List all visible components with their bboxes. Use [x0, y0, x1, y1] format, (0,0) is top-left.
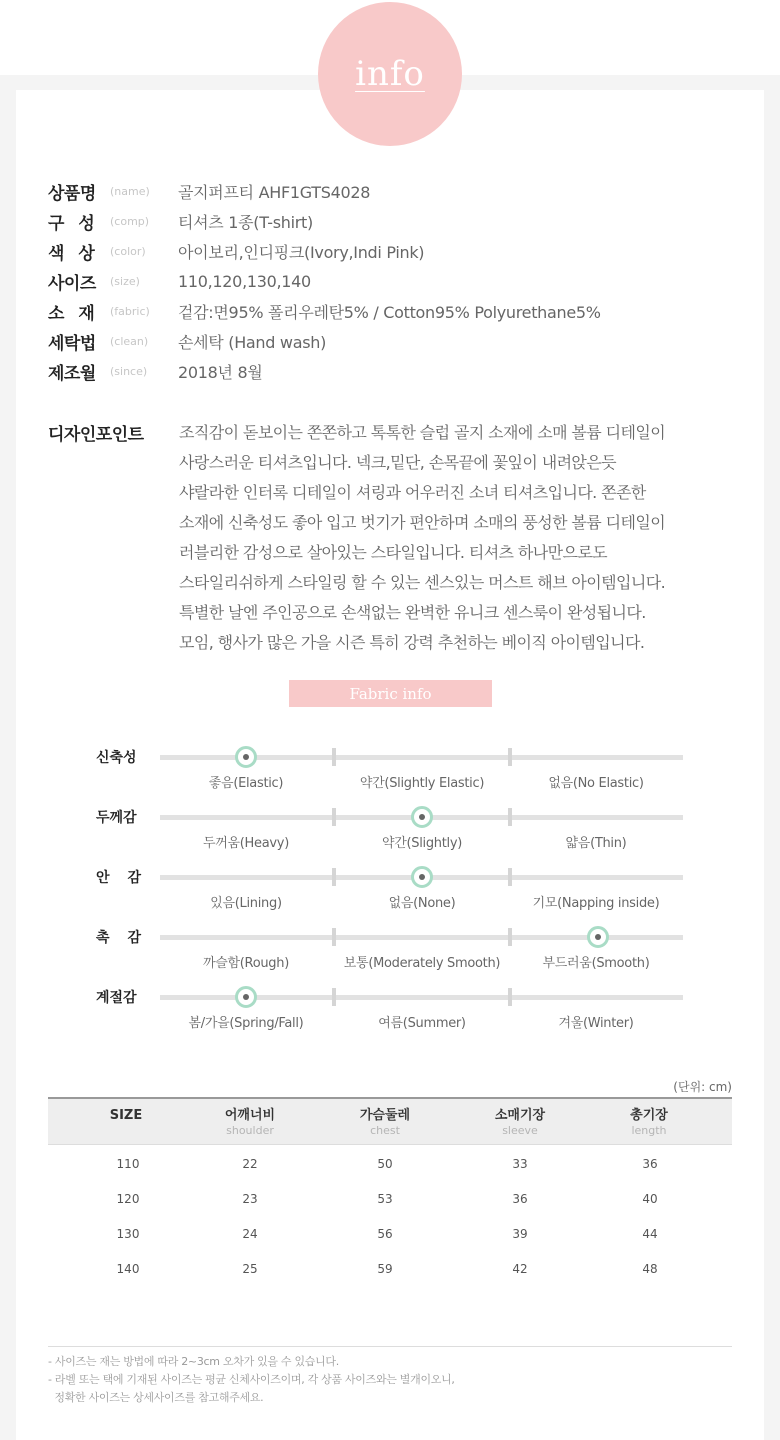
scale-option: 보통(Moderately Smooth): [343, 956, 501, 971]
scale-knob: [235, 986, 257, 1008]
spec-key: 상품명: [48, 183, 96, 204]
header-label: 소매기장: [494, 1108, 546, 1123]
table-cell: 23: [242, 1192, 258, 1206]
scale-knob: [587, 926, 609, 948]
spec-row-since: [48, 356, 263, 386]
spec-row-comp: [48, 206, 313, 236]
scale-option: 약간(Slightly Elastic): [359, 776, 485, 791]
spec-row-fabric: [48, 296, 601, 326]
header-label: 어깨너비: [224, 1108, 276, 1123]
table-cell: 56: [377, 1227, 393, 1241]
scale-knob: [235, 746, 257, 768]
info-badge: [318, 2, 462, 146]
fabric-info-title: Fabric info: [349, 684, 432, 703]
header-chest: [315, 1108, 455, 1137]
table-cell: 25: [242, 1262, 258, 1276]
table-cell: 39: [512, 1227, 528, 1241]
scale-label: 두께감: [96, 810, 137, 826]
spec-key: 색상: [48, 243, 109, 264]
spec-value: 손세탁 (Hand wash): [178, 332, 327, 352]
table-cell: 59: [377, 1262, 393, 1276]
header-sleeve: [450, 1108, 590, 1137]
size-note: - 사이즈는 재는 방법에 따라 2~3cm 오차가 있을 수 있습니다.: [48, 1355, 339, 1368]
header-sub: chest: [370, 1124, 400, 1137]
scale-option: 있음(Lining): [210, 896, 282, 911]
scale-knob: [411, 806, 433, 828]
spec-key: 사이즈: [48, 273, 96, 294]
design-point-title: 디자인포인트: [48, 425, 144, 445]
scale-divider: [332, 988, 336, 1006]
spec-key: 구성: [48, 213, 109, 234]
spec-row-color: [48, 236, 424, 266]
spec-value: 아이보리,인디핑크(Ivory,Indi Pink): [178, 242, 425, 262]
size-unit: (단위: cm): [673, 1080, 732, 1094]
header-shoulder: [180, 1108, 320, 1137]
table-cell: 53: [377, 1192, 393, 1206]
spec-row-name: [48, 176, 370, 206]
spec-value: 110,120,130,140: [178, 271, 311, 291]
scale-knob: [411, 866, 433, 888]
scale-label: 신축성: [96, 750, 137, 766]
scale-divider: [508, 988, 512, 1006]
scale-label: 안감: [96, 870, 160, 886]
spec-sub: (fabric): [110, 304, 150, 318]
spec-value: 겉감:면95% 폴리우레탄5% / Cotton95% Polyurethane5%: [178, 302, 601, 322]
spec-value: 2018년 8월: [178, 362, 263, 382]
scale-option: 여름(Summer): [378, 1016, 466, 1031]
table-cell: 50: [377, 1157, 393, 1171]
spec-value: 티셔츠 1종(T-shirt): [178, 212, 313, 232]
spec-sub: (clean): [110, 334, 149, 348]
spec-sub: (since): [110, 364, 148, 378]
table-cell: 110: [116, 1157, 140, 1171]
size-note: - 라벨 또는 택에 기재된 사이즈는 평균 신체사이즈이며, 각 상품 사이즈와는 별개이오니,: [48, 1373, 455, 1386]
spec-sub: (comp): [110, 214, 150, 228]
design-line: 러블리한 감성으로 살아있는 스타일입니다. 티셔츠 하나만으로도: [179, 543, 608, 562]
scale-option: 겨울(Winter): [558, 1016, 634, 1031]
scale-option: 두꺼움(Heavy): [203, 836, 289, 851]
scale-divider: [508, 808, 512, 826]
design-line: 스타일리쉬하게 스타일링 할 수 있는 센스있는 머스트 해브 아이템입니다.: [179, 573, 666, 592]
spec-row-clean: [48, 326, 326, 356]
size-note: 정확한 사이즈는 상세사이즈를 참고해주세요.: [48, 1391, 264, 1404]
scale-label: 계절감: [96, 990, 137, 1006]
design-line: 특별한 날엔 주인공으로 손색없는 완벽한 유니크 센스룩이 완성됩니다.: [179, 603, 646, 622]
header-label: 총기장: [630, 1108, 668, 1123]
spec-value: 골지퍼프티 AHF1GTS4028: [178, 182, 371, 202]
scale-label: 촉감: [96, 930, 160, 946]
info-title: info: [355, 54, 425, 94]
table-cell: 33: [512, 1157, 528, 1171]
scale-divider: [508, 868, 512, 886]
table-cell: 24: [242, 1227, 258, 1241]
design-line: 모임, 행사가 많은 가을 시즌 특히 강력 추천하는 베이직 아이템입니다.: [179, 633, 645, 652]
spec-sub: (color): [110, 244, 146, 258]
scale-divider: [332, 928, 336, 946]
scale-option: 부드러움(Smooth): [542, 956, 650, 971]
spec-sub: (name): [110, 184, 150, 198]
table-cell: 130: [116, 1227, 140, 1241]
fabric-info-banner: [289, 680, 492, 707]
table-cell: 140: [116, 1262, 140, 1276]
spec-key: 세탁법: [48, 333, 96, 354]
scale-option: 까슬함(Rough): [203, 956, 289, 971]
header-length: [579, 1108, 719, 1137]
scale-divider: [332, 748, 336, 766]
design-line: 조직감이 돋보이는 쫀쫀하고 톡톡한 슬럽 골지 소재에 소매 볼륨 디테일이: [179, 423, 666, 442]
table-cell: 120: [116, 1192, 140, 1206]
spec-sub: (size): [110, 274, 140, 288]
scale-option: 기모(Napping inside): [532, 896, 660, 911]
scale-option: 없음(None): [388, 896, 456, 911]
scale-option: 봄/가을(Spring/Fall): [188, 1016, 304, 1031]
scale-option: 약간(Slightly): [381, 836, 463, 851]
table-cell: 44: [642, 1227, 658, 1241]
scale-option: 얇음(Thin): [565, 836, 627, 851]
table-cell: 36: [642, 1157, 658, 1171]
scale-option: 없음(No Elastic): [548, 776, 644, 791]
design-line: 소재에 신축성도 좋아 입고 벗기가 편안하며 소매의 풍성한 볼륨 디테일이: [179, 513, 666, 532]
header-size: [56, 1108, 196, 1124]
table-cell: 40: [642, 1192, 658, 1206]
spec-key: 소재: [48, 303, 109, 324]
header-sub: length: [631, 1124, 667, 1137]
scale-divider: [508, 928, 512, 946]
design-line: 사랑스러운 티셔츠입니다. 넥크,밑단, 손목끝에 꽃잎이 내려앉은듯: [179, 453, 617, 472]
notes-divider: [48, 1346, 732, 1347]
header-sub: sleeve: [502, 1124, 538, 1137]
scale-divider: [332, 868, 336, 886]
table-cell: 48: [642, 1262, 658, 1276]
spec-row-size: [48, 266, 311, 296]
header-label: SIZE: [109, 1108, 143, 1123]
scale-option: 좋음(Elastic): [208, 776, 284, 791]
header-label: 가슴둘레: [359, 1108, 411, 1123]
spec-key: 제조월: [48, 363, 96, 384]
design-point-text: [179, 418, 769, 658]
design-line: 샤랄라한 인터록 디테일이 셔링과 어우러진 소녀 티셔츠입니다. 쫀존한: [179, 483, 646, 502]
scale-divider: [508, 748, 512, 766]
table-cell: 42: [512, 1262, 528, 1276]
table-cell: 36: [512, 1192, 528, 1206]
table-cell: 22: [242, 1157, 258, 1171]
scale-divider: [332, 808, 336, 826]
header-sub: shoulder: [226, 1124, 274, 1137]
